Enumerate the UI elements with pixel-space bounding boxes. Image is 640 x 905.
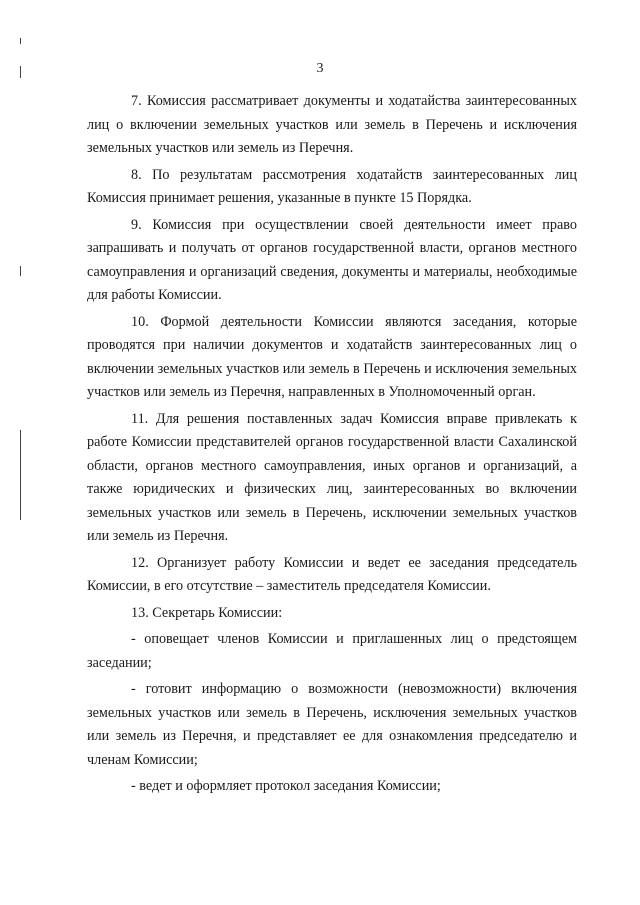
paragraph-8: 8. По результатам рассмотрения ходатайств заинтересованных лиц Комиссия принимает решения, указанные в пункте 15 Порядка. xyxy=(87,166,577,206)
page-number: 3 xyxy=(316,61,324,76)
list-item-prepare-info: - готовит информацию о возможности (невозможности) включения земельных участков или земель в Перечень, исключения земельных участков или земель из Перечня, и представляет ее для ознакомления председателю и членам Комиссии; xyxy=(87,681,577,768)
paragraph-12: 12. Организует работу Комиссии и ведет ее заседания председатель Комиссии, в его отсутствие – заместитель председателя Комиссии. xyxy=(87,554,577,594)
document-body xyxy=(87,90,577,799)
scan-margin-mark xyxy=(20,38,21,44)
paragraph-7: 7. Комиссия рассматривает документы и ходатайства заинтересованных лиц о включении земельных участков или земель в Перечень и исключения земельных участков или земель из Перечня. xyxy=(87,93,577,156)
list-item-protocol: - ведет и оформляет протокол заседания Комиссии; xyxy=(131,778,441,794)
paragraph-11: 11. Для решения поставленных задач Комиссия вправе привлекать к работе Комиссии представителей органов государственной власти Сахалинской области, органов местного самоуправления, иных органов и организаций, а также юридических и физических лиц, заинтересованных во включении земельных участков или земель в Перечень, исключении земельных участков или земель из Перечня. xyxy=(87,410,577,544)
scan-margin-mark xyxy=(20,430,21,520)
paragraph-9: 9. Комиссия при осуществлении своей деятельности имеет право запрашивать и получать от органов государственной власти, органов местного самоуправления и организаций сведения, документы и материалы, необходимые для работы Комиссии. xyxy=(87,216,577,303)
list-item-notify: - оповещает членов Комиссии и приглашенных лиц о предстоящем заседании; xyxy=(87,631,577,671)
paragraph-10: 10. Формой деятельности Комиссии являются заседания, которые проводятся при наличии документов и ходатайств заинтересованных лиц о включении земельных участков или земель в Перечень и исключения земельных участков или земель из Перечня, направленных в Уполномоченный орган. xyxy=(87,313,577,400)
paragraph-13: 13. Секретарь Комиссии: xyxy=(131,604,283,621)
scan-margin-mark xyxy=(20,266,21,276)
